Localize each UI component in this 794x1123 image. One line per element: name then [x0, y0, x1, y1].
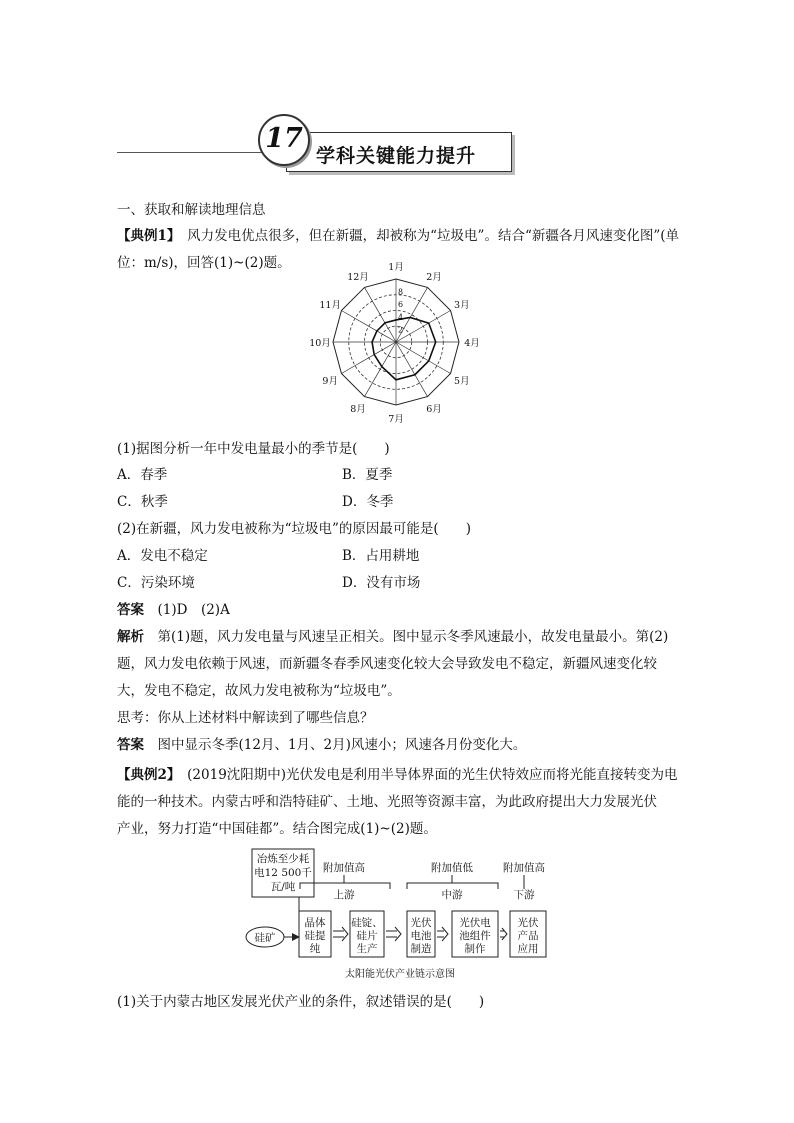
analysis-text-1: 第(1)题，风力发电量与风速呈正相关。图中显示冬季风速最小，故发电量最小。第(2)	[157, 629, 669, 645]
radar-month-label: 10月	[309, 338, 331, 349]
answer-text: (1)D (2)A	[157, 602, 230, 618]
step3-line3: 制造	[410, 943, 432, 955]
section-number-badge: 17	[258, 114, 310, 166]
radar-spoke	[396, 342, 451, 374]
pv-industry-chain-diagram	[240, 845, 560, 985]
example1-stem-line1	[117, 227, 679, 245]
energy-line-3: 瓦/吨	[270, 881, 296, 893]
step2-line2: 硅片	[356, 930, 378, 942]
radar-spoke	[396, 311, 451, 343]
radar-spoke	[341, 311, 396, 343]
think-answer-text: 图中显示冬季(12月、1月、2月)风速小；风速各月份变化大。	[157, 737, 527, 753]
radar-month-label: 9月	[322, 376, 338, 387]
step5-line3: 应用	[517, 943, 539, 955]
upstream-label: 上游	[333, 889, 355, 901]
radar-month-label: 6月	[426, 403, 442, 415]
analysis-line3: 大，发电不稳定，故风力发电被称为“垃圾电”。	[117, 683, 401, 699]
example2-tag: 【典例2】	[117, 767, 174, 783]
analysis-line2: 题，风力发电依赖于风速，而新疆冬春季风速变化较大会导致发电不稳定，新疆风速变化较	[117, 656, 657, 672]
energy-line-1: 冶炼至少耗	[256, 853, 310, 865]
example2-stem-line1	[117, 766, 678, 784]
q1-text: (1)据图分析一年中发电量最小的季节是( )	[117, 441, 390, 457]
radar-spoke	[365, 342, 397, 397]
answer-label: 答案	[117, 602, 144, 618]
radar-spoke	[365, 287, 397, 342]
radar-tick-label: 8	[398, 287, 404, 297]
header-rule	[117, 152, 282, 153]
q1-option-a: A．春季	[117, 467, 168, 483]
example2-stem-text: (2019沈阳期中)光伏发电是利用半导体界面的光生伏特效应而将光能直接转变为电	[187, 767, 678, 783]
radar-tick-label: 2	[398, 325, 404, 335]
step4-line2: 池组件	[459, 930, 491, 942]
radar-month-label: 8月	[350, 403, 366, 415]
step2-line1: 硅锭、	[351, 917, 383, 929]
radar-month-label: 7月	[388, 414, 404, 425]
q2-option-c: C．污染环境	[117, 575, 195, 591]
q2-option-b: B．占用耕地	[342, 548, 420, 564]
radar-month-label: 3月	[454, 300, 470, 311]
step1-line2: 硅提	[304, 930, 326, 942]
radar-tick-label: 4	[398, 312, 404, 322]
think-question: 思考：你从上述材料中解读到了哪些信息？	[117, 710, 374, 726]
radar-labels	[309, 262, 480, 425]
q2-text: (2)在新疆，风力发电被称为“垃圾电”的原因最可能是( )	[117, 521, 471, 537]
q1-option-d: D．冬季	[342, 494, 394, 510]
radar-month-label: 4月	[464, 338, 480, 349]
radar-grid	[333, 279, 459, 405]
answer-line	[117, 601, 230, 619]
ore-label: 硅矿	[254, 932, 276, 944]
step2-line3: 生产	[356, 943, 378, 955]
q1-option-b: B．夏季	[342, 467, 393, 483]
radar-month-label: 5月	[454, 376, 470, 387]
radar-tick-label: 6	[398, 300, 404, 310]
example1-stem-text: 风力发电优点很多，但在新疆，却被称为“垃圾电”。结合“新疆各月风速变化图”(单	[187, 228, 680, 244]
diagram-caption: 太阳能光伏产业链示意图	[345, 969, 455, 980]
radar-spoke	[396, 342, 428, 397]
q2-option-d: D．没有市场	[342, 575, 421, 591]
example2-stem-line3: 产业，努力打造“中国硅都”。结合图完成(1)~(2)题。	[117, 821, 437, 837]
analysis-label: 解析	[117, 629, 144, 645]
energy-line-2: 电12 500千	[254, 867, 312, 879]
step4-line1: 光伏电	[459, 917, 491, 929]
q1-option-c: C．秋季	[117, 494, 168, 510]
step3-line1: 光伏	[410, 917, 432, 929]
step3-line2: 电池	[410, 930, 432, 942]
example2-stem-line2: 能的一种技术。内蒙古呼和浩特硅矿、土地、光照等资源丰富，为此政府提出大力发展光伏	[117, 794, 657, 810]
radar-month-label: 12月	[347, 272, 369, 284]
step1-line1: 晶体	[304, 917, 326, 929]
radar-spoke	[341, 342, 396, 374]
value-high-label-2: 附加值高	[503, 862, 545, 874]
example1-tag: 【典例1】	[117, 228, 174, 244]
think-answer-line	[117, 736, 526, 754]
example1-stem-line2: 位：m/s)，回答(1)~(2)题。	[117, 255, 291, 271]
downstream-label: 下游	[513, 889, 535, 901]
q2-option-a: A．发电不稳定	[117, 548, 208, 564]
step5-line2: 产品	[517, 930, 539, 942]
analysis-line1	[117, 628, 668, 646]
value-low-label: 附加值低	[431, 862, 473, 874]
think-answer-label: 答案	[117, 737, 144, 753]
step5-line1: 光伏	[517, 917, 539, 929]
value-high-label-1: 附加值高	[323, 862, 365, 874]
midstream-label: 中游	[441, 889, 463, 901]
radar-month-label: 11月	[319, 300, 341, 311]
step1-line3: 纯	[309, 943, 321, 955]
page-title: 学科关键能力提升	[316, 145, 477, 167]
radar-month-label: 2月	[426, 272, 442, 284]
step4-line3: 制作	[464, 943, 486, 955]
radar-month-label: 1月	[388, 262, 404, 273]
example2-q1-text: (1)关于内蒙古地区发展光伏产业的条件，叙述错误的是( )	[117, 994, 485, 1010]
wind-speed-radar-chart	[300, 262, 500, 430]
section-heading: 一、获取和解读地理信息	[117, 202, 266, 218]
